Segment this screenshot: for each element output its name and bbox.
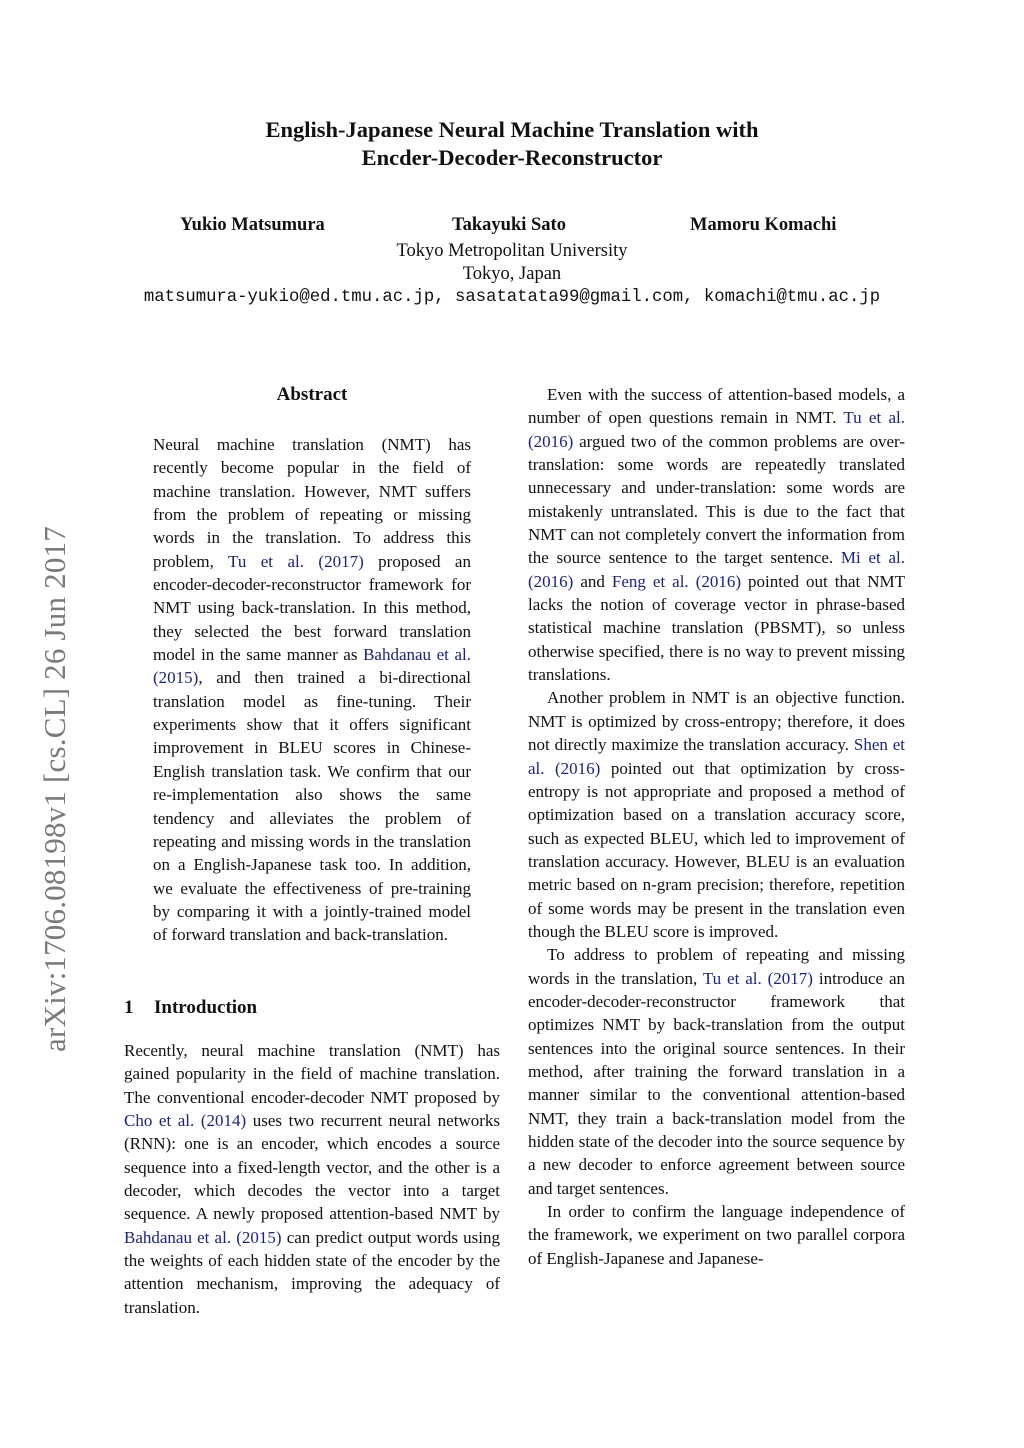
right-paragraph-3 xyxy=(528,943,905,1200)
right-p2-text-2: pointed out that optimization by cross-entropy is not appropriate and proposed a method of optimization based on a translation accuracy score, such as expected BLEU, which led to improvement of translation accuracy. However, BLEU is an evaluation metric based on n-gram precision; therefore, repetition of some words may be present in the translation even though the BLEU score is improved. xyxy=(528,758,905,941)
title-line-1: English-Japanese Neural Machine Translation with xyxy=(265,117,759,142)
right-p3-text-1: To address to problem of repeating and missing words in the translation, xyxy=(528,945,905,988)
citation-link-bahdanau-2015[interactable]: Bahdanau et al. (2015) xyxy=(124,1227,282,1247)
right-column xyxy=(528,383,905,1270)
citation-link-tu-2017[interactable]: Tu et al. (2017) xyxy=(228,551,364,571)
abstract-body xyxy=(153,433,471,947)
abstract-text-2: proposed an encoder-decoder-reconstructor framework for NMT using back-translation. In this method, they selected the best forward translation model in the same manner as xyxy=(153,551,471,665)
intro-text-1: Recently, neural machine translation (NMT) has gained popularity in the field of machine translation. The conventional encoder-decoder NMT proposed by xyxy=(124,1041,500,1107)
right-paragraph-2 xyxy=(528,686,905,943)
abstract-text-1: Neural machine translation (NMT) has recently become popular in the field of machine translation. However, NMT suffers from the problem of repeating or missing words in the translation. To address this problem, xyxy=(153,435,471,571)
author-2: Takayuki Sato xyxy=(452,215,566,235)
author-3: Mamoru Komachi xyxy=(690,215,837,235)
citation-link-cho-2014[interactable]: Cho et al. (2014) xyxy=(124,1111,247,1131)
citation-link-mi-2016[interactable]: Mi et al. (2016) xyxy=(528,548,905,591)
citation-link-tu-2016[interactable]: Tu et al. (2016) xyxy=(528,408,905,451)
abstract-text-3: , and then trained a bi-directional translation model as fine-tuning. Their experiments show that it offers significant improvement in BLEU scores in Chinese-English translation task. We confirm that our re-implementation also shows the same tendency and alleviates the problem of repeating and missing words in the translation on a English-Japanese task too. In addition, we evaluate the effectiveness of pre-training by comparing it with a jointly-trained model of forward translation and back-translation. xyxy=(153,668,471,945)
right-p1-text-1: Even with the success of attention-based models, a number of open questions remain in NMT. xyxy=(528,385,905,428)
arxiv-side-label: arXiv:1706.08198v1 [cs.CL] 26 Jun 2017 xyxy=(37,526,72,1052)
right-paragraph-4 xyxy=(528,1200,905,1270)
paper-title xyxy=(0,116,1024,172)
introduction-body xyxy=(124,1039,500,1319)
intro-text-2: uses two recurrent neural networks (RNN): one is an encoder, which encodes a source sequence into a fixed-length vector, and the other is a decoder, which decodes the vector into a target sequence. A newly proposed attention-based NMT by xyxy=(124,1111,500,1224)
title-line-2: Encder-Decoder-Reconstructor xyxy=(361,145,663,170)
right-p1-text-2: argued two of the common problems are over-translation: some words are repeatedly translated unnecessary and under-translation: some words are mistakenly untranslated. This is due to the fact that NMT can not completely convert the information from the source sentence to the target sentence. xyxy=(528,431,905,568)
right-paragraph-1 xyxy=(528,383,905,686)
section-number: 1 xyxy=(124,997,134,1018)
right-p2-text-1: Another problem in NMT is an objective function. NMT is optimized by cross-entropy; therefore, it does not directly maximize the translation accuracy. xyxy=(528,688,905,755)
author-emails: matsumura-yukio@ed.tmu.ac.jp, sasatatata99@gmail.com, komachi@tmu.ac.jp xyxy=(143,288,881,307)
citation-link-shen-2016[interactable]: Shen et al. (2016) xyxy=(528,735,905,778)
right-p3-text-2: introduce an encoder-decoder-reconstructor framework that optimizes NMT by back-translation from the output sentences into the original source sentences. In their method, after training the forward translation in a manner similar to the conventional attention-based NMT, they train a back-translation model from the hidden state of the decoder into the source sequence by a new decoder to enforce agreement between source and target sentences. xyxy=(528,968,906,1198)
right-p4-text-1: In order to confirm the language independence of the framework, we experiment on two parallel corpora of English-Japanese and Japanese- xyxy=(528,1202,905,1268)
right-p1-text-4: pointed out that NMT lacks the notion of coverage vector in phrase-based statistical machine translation (PBSMT), so unless otherwise specified, there is no way to prevent missing translations. xyxy=(528,571,906,685)
citation-link-feng-2016[interactable]: Feng et al. (2016) xyxy=(611,571,742,591)
intro-paragraph-1 xyxy=(124,1039,500,1319)
right-p1-text-3: and xyxy=(573,571,612,591)
author-1: Yukio Matsumura xyxy=(180,215,325,235)
intro-text-3: can predict output words using the weights of each hidden state of the encoder by the attention mechanism, improving the adequacy of translation. xyxy=(124,1227,500,1317)
citation-link-tu-2017[interactable]: Tu et al. (2017) xyxy=(702,968,813,988)
section-title: Introduction xyxy=(154,997,258,1018)
affiliation-institution: Tokyo Metropolitan University xyxy=(396,241,628,261)
section-heading-introduction xyxy=(124,996,257,1020)
affiliation-location: Tokyo, Japan xyxy=(462,264,562,284)
citation-link-bahdanau-2015[interactable]: Bahdanau et al. (2015) xyxy=(153,645,471,688)
abstract-paragraph xyxy=(153,433,471,947)
abstract-heading: Abstract xyxy=(276,384,348,405)
